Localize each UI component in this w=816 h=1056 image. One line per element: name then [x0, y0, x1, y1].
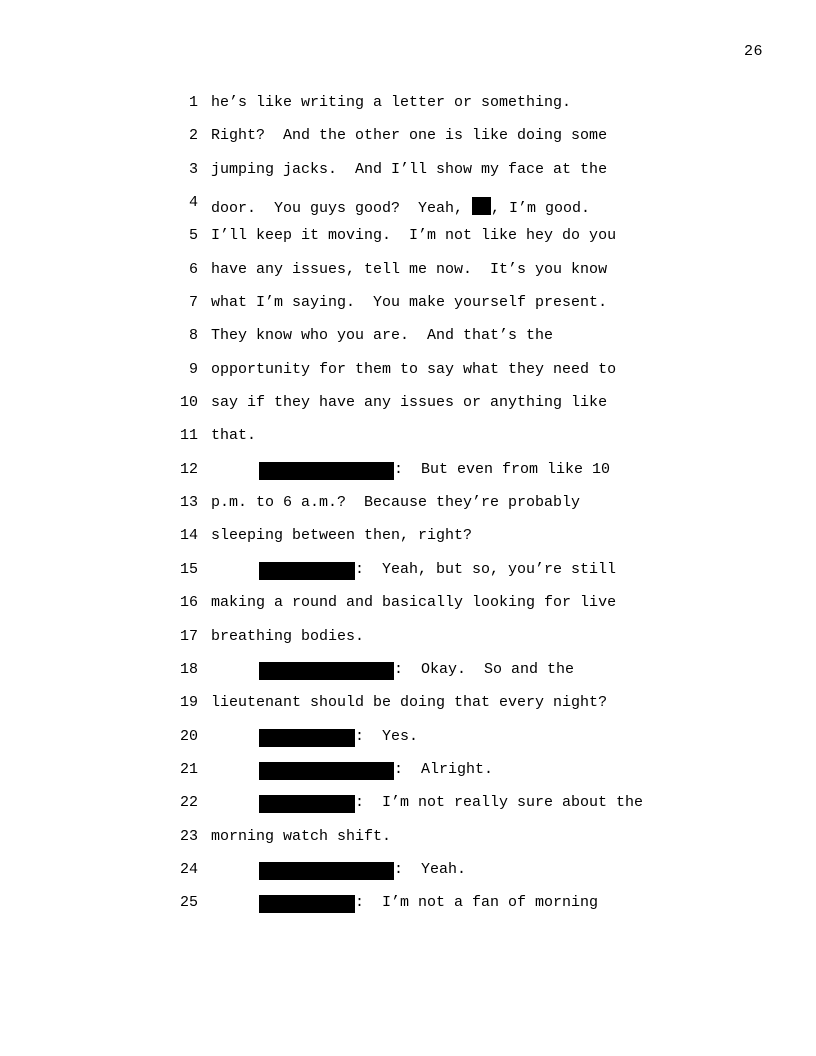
- transcript-line: [0, 661, 816, 694]
- line-text: : Alright.: [394, 760, 494, 778]
- transcript-line: [0, 761, 816, 794]
- transcript-line: [0, 494, 816, 527]
- line-text: say if they have any issues or anything like: [211, 394, 608, 412]
- line-number: 22: [179, 794, 198, 812]
- transcript-line: [0, 861, 816, 894]
- speaker-name-redaction: [259, 662, 394, 680]
- line-text: sleeping between then, right?: [211, 527, 473, 545]
- line-number: 5: [188, 227, 198, 245]
- transcript-line: [0, 227, 816, 260]
- line-text: : Yeah.: [394, 860, 467, 878]
- line-text: [211, 194, 590, 218]
- line-text: jumping jacks. And I’ll show my face at the: [211, 160, 608, 178]
- speaker-name-redaction: [259, 729, 355, 747]
- line-number: 11: [179, 427, 198, 445]
- line-text: he’s like writing a letter or something.: [211, 94, 572, 111]
- transcript-line: [0, 127, 816, 160]
- line-text-before-redaction: door. You guys good? Yeah,: [211, 200, 473, 218]
- line-number: 13: [179, 494, 198, 512]
- transcript-body: [0, 94, 816, 928]
- speaker-name-redaction: [259, 562, 355, 580]
- line-number: 18: [179, 660, 198, 678]
- line-number: 16: [179, 594, 198, 612]
- line-text: : Yeah, but so, you’re still: [355, 560, 617, 578]
- transcript-line: [0, 794, 816, 827]
- transcript-line: [0, 94, 816, 127]
- line-number: 2: [188, 127, 198, 145]
- line-number: 21: [179, 760, 198, 778]
- transcript-line: [0, 694, 816, 727]
- transcript-line: [0, 194, 816, 227]
- transcript-line: [0, 261, 816, 294]
- transcript-line: [0, 728, 816, 761]
- line-number: 19: [179, 694, 198, 712]
- line-text: They know who you are. And that’s the: [211, 327, 554, 345]
- line-number: 1: [188, 94, 198, 111]
- line-number: 20: [179, 727, 198, 745]
- line-text: Right? And the other one is like doing some: [211, 127, 608, 145]
- line-text: : Yes.: [355, 727, 419, 745]
- transcript-line: [0, 894, 816, 927]
- line-number: 15: [179, 560, 198, 578]
- line-number: 4: [188, 194, 198, 212]
- line-text: I’ll keep it moving. I’m not like hey do you: [211, 227, 617, 245]
- speaker-name-redaction: [259, 862, 394, 880]
- line-number: 17: [179, 627, 198, 645]
- line-number: 14: [179, 527, 198, 545]
- transcript-line: [0, 461, 816, 494]
- line-number: 3: [188, 160, 198, 178]
- page-number: 26: [743, 43, 763, 60]
- transcript-line: [0, 594, 816, 627]
- speaker-name-redaction: [259, 795, 355, 813]
- line-number: 24: [179, 860, 198, 878]
- transcript-line: [0, 394, 816, 427]
- line-text: what I’m saying. You make yourself present.: [211, 294, 608, 312]
- transcript-line: [0, 527, 816, 560]
- transcript-line: [0, 294, 816, 327]
- transcript-line: [0, 427, 816, 460]
- line-text-after-redaction: , I’m good.: [491, 200, 591, 218]
- transcript-line: [0, 561, 816, 594]
- line-number: 7: [188, 294, 198, 312]
- line-text: lieutenant should be doing that every night?: [211, 694, 608, 712]
- line-number: 10: [179, 394, 198, 412]
- speaker-name-redaction: [259, 762, 394, 780]
- line-text: : Okay. So and the: [394, 660, 575, 678]
- transcript-line: [0, 361, 816, 394]
- line-text: making a round and basically looking for live: [211, 594, 617, 612]
- speaker-name-redaction: [259, 462, 394, 480]
- line-text: have any issues, tell me now. It’s you know: [211, 260, 608, 278]
- line-text: : But even from like 10: [394, 460, 611, 478]
- speaker-name-redaction: [259, 895, 355, 913]
- line-number: 6: [188, 260, 198, 278]
- transcript-line: [0, 828, 816, 861]
- line-number: 8: [188, 327, 198, 345]
- line-text: : I’m not really sure about the: [355, 794, 644, 812]
- line-number: 25: [179, 894, 198, 912]
- transcript-line: [0, 327, 816, 360]
- line-text: : I’m not a fan of morning: [355, 894, 599, 912]
- redaction-block: [472, 197, 491, 215]
- line-text: opportunity for them to say what they need to: [211, 360, 617, 378]
- line-number: 23: [179, 827, 198, 845]
- line-text: morning watch shift.: [211, 827, 392, 845]
- transcript-line: [0, 161, 816, 194]
- line-text: p.m. to 6 a.m.? Because they’re probably: [211, 494, 581, 512]
- line-number: 9: [188, 360, 198, 378]
- line-text: breathing bodies.: [211, 627, 365, 645]
- transcript-line: [0, 628, 816, 661]
- line-number: 12: [179, 460, 198, 478]
- line-text: that.: [211, 427, 257, 445]
